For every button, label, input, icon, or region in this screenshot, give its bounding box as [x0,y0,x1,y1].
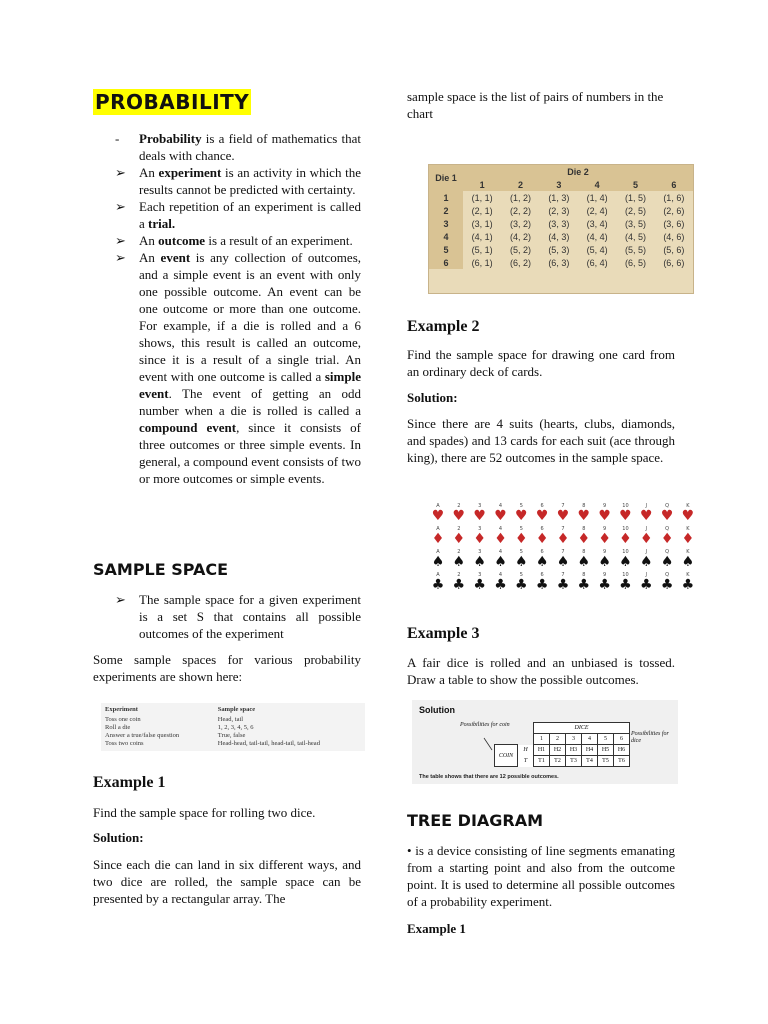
dice-sample-space-table: Die 1 Die 2 1 2 3 4 5 6 1 (1, 1) (1, 2) (1, 3) (1, 4) (1, 5) (1, 6) 2 (2, 1) (2, 2) (2, 3) (2, 4) (2, 5) (2, 6) 3 (3, 1) (3, 2) (3, 3) (3, 4) (3, 5) (3, 6) 4 (4, 1) (4, 2) (4, 3) (4, 4) (4, 5) (4, 6) 5 (5, 1) (5, 2) (5, 3) (5, 4) (5, 5) (5, 6) 6 (6, 1) (6, 2) (6, 3) (6, 4) (6, 5) (6, 6) [428,164,694,294]
example1-continued-text: sample space is the list of pairs of numbers in the chart [407,89,664,121]
card: J ♥ [636,503,656,526]
table-row: Toss two coins Head-head, tail-tail, head-tail, tail-head [105,740,320,747]
card: 5 ♦ [511,526,531,549]
card: Q ♣ [657,572,677,595]
suit-icon: ♥ [452,508,466,524]
sample-space-bullet [93,591,361,642]
suit-icon: ♥ [431,508,445,524]
coin-dice-solution-image [412,700,678,784]
card: Q ♠ [657,549,677,572]
card-row [428,526,698,549]
suit-icon: ♣ [640,577,653,593]
example1-solution-label: Solution: [93,830,144,845]
dash-marker: - [115,131,120,146]
suit-icon: ♦ [598,531,611,547]
list-item: ➢ An experiment is an activity in which the results cannot be predicted with certainty. [115,165,361,197]
suit-icon: ♠ [577,554,591,570]
suit-icon: ♥ [494,508,507,524]
card: 6 ♦ [532,526,552,549]
card-row [428,503,698,526]
suit-icon: ♣ [556,577,570,593]
list-item-event: ➢ An event is any collection of outcomes, and a simple event is an event with only one possible outcome. An event can be one outcome or more than one outcome. For example, if a die is rolled and a 6 shows, this result is called an outcome, since it is a result of a single trial. An event with one outcome is called a simple event. The event of getting an odd number when a die is rolled is called a compound event, since it consists of three outcomes or three simple events. In general, a compound event consists of two or more outcomes or simple events. [115,250,361,486]
card: 8 ♥ [574,503,594,526]
example3-question: A fair dice is rolled and an unbiased is tossed. Draw a table to show the possible outcomes. [407,655,675,687]
example2-question: Find the sample space for drawing one card from an ordinary deck of cards. [407,347,675,379]
card: 6 ♠ [532,549,552,572]
example2-heading: Example 2 [407,318,480,335]
suit-icon: ♥ [515,508,528,524]
suit-icon: ♠ [619,554,632,570]
list-item: - Probability is a field of mathematics that deals with chance. [115,131,361,163]
card: 7 ♦ [553,526,573,549]
card: 4 ♣ [490,572,510,595]
card: A ♥ [428,503,448,526]
suit-icon: ♣ [660,577,674,593]
card: 4 ♥ [490,503,510,526]
suit-icon: ♣ [452,577,466,593]
suit-icon: ♥ [598,508,611,524]
card: 5 ♥ [511,503,531,526]
table-row: Toss one coin Head, tail [105,716,244,723]
arrow-bullet-icon: ➢ [115,165,126,180]
card: 4 ♦ [490,526,510,549]
possibilities-dice-label: Possibilities for dice [631,731,669,744]
arrow-bullet-icon: ➢ [115,592,126,607]
card: 9 ♣ [595,572,615,595]
suit-icon: ♥ [535,508,549,524]
example2-solution-text: Since there are 4 suits (hearts, clubs, diamonds, and spades) and 13 cards for each suit (ace through king), there are 52 outcomes in the sample space. [407,416,675,465]
example1-solution-text: Since each die can land in six different ways, and two dice are rolled, the sample space can be presented by a rectangular array. The [93,857,361,906]
suit-icon: ♠ [494,554,507,570]
suit-icon: ♦ [660,531,674,547]
suit-icon: ♠ [535,554,549,570]
card: 2 ♥ [449,503,469,526]
card: 6 ♥ [532,503,552,526]
suit-icon: ♣ [535,577,549,593]
card: K ♣ [678,572,698,595]
suit-icon: ♣ [473,577,486,593]
suit-icon: ♥ [640,508,653,524]
table-row: 2 (2, 1) (2, 2) (2, 3) (2, 4) (2, 5) (2, 6) [429,204,693,217]
card: 10 ♥ [615,503,635,526]
suit-icon: ♦ [556,531,570,547]
example3-heading: Example 3 [407,625,480,642]
suit-icon: ♥ [556,508,570,524]
suit-icon: ♦ [494,531,507,547]
suit-icon: ♦ [473,531,486,547]
card: 9 ♦ [595,526,615,549]
suit-icon: ♠ [431,554,445,570]
tree-diagram-text: • is a device consisting of line segments emanating from a starting point and also from the outcome point. It is used to determine all possible outcomes of a probability experiment. [407,843,675,909]
card: K ♦ [678,526,698,549]
card: 9 ♥ [595,503,615,526]
suit-icon: ♦ [577,531,591,547]
table-row: T T1 T2 T3 T4 T5 T6 [495,756,630,767]
card: A ♠ [428,549,448,572]
card: 8 ♦ [574,526,594,549]
card: 8 ♣ [574,572,594,595]
tree-example-heading: Example 1 [407,921,466,936]
suit-icon: ♣ [681,577,695,593]
suit-icon: ♦ [431,531,445,547]
table-row: 4 (4, 1) (4, 2) (4, 3) (4, 4) (4, 5) (4, 6) [429,230,693,243]
example2-solution-label: Solution: [407,390,458,405]
card: 3 ♣ [470,572,490,595]
card: 10 ♣ [615,572,635,595]
coin-dice-table: DICE 1 2 3 4 5 6 COIN H H1 H2 H3 H4 H5 H6 T T1 T2 T3 T4 T5 T6 [494,722,630,767]
sample-space-section [93,560,361,579]
card: 7 ♥ [553,503,573,526]
solution-label: Solution [419,705,455,715]
card: 7 ♣ [553,572,573,595]
card: 2 ♠ [449,549,469,572]
arrow-bullet-icon: ➢ [115,233,126,248]
suit-icon: ♠ [660,554,674,570]
table-header: Sample space [214,706,365,715]
suit-icon: ♦ [452,531,466,547]
card: 6 ♣ [532,572,552,595]
solution-caption: The table shows that there are 12 possible outcomes. [419,774,559,780]
card: 3 ♥ [470,503,490,526]
card: 10 ♦ [615,526,635,549]
card: J ♠ [636,549,656,572]
card: J ♦ [636,526,656,549]
card-row [428,549,698,572]
suit-icon: ♥ [681,508,695,524]
suit-icon: ♦ [640,531,653,547]
suit-icon: ♠ [452,554,466,570]
card: 2 ♦ [449,526,469,549]
suit-icon: ♣ [577,577,591,593]
table-row: 3 (3, 1) (3, 2) (3, 3) (3, 4) (3, 5) (3, 6) [429,217,693,230]
table-header: Experiment [101,706,214,715]
card-deck-grid [428,503,698,595]
suit-icon: ♠ [598,554,611,570]
card: 9 ♠ [595,549,615,572]
table-row: 5 (5, 1) (5, 2) (5, 3) (5, 4) (5, 5) (5, 6) [429,243,693,256]
list-item: ➢ An outcome is a result of an experiment. [115,233,353,248]
suit-icon: ♦ [681,531,695,547]
possibilities-coin-label: Possibilities for coin [460,722,510,728]
table-row: COIN H H1 H2 H3 H4 H5 H6 [495,745,630,756]
card: 5 ♠ [511,549,531,572]
suit-icon: ♦ [535,531,549,547]
suit-icon: ♥ [473,508,486,524]
suit-icon: ♠ [556,554,570,570]
suit-icon: ♦ [619,531,632,547]
card: 10 ♠ [615,549,635,572]
tree-diagram-heading: TREE DIAGRAM [407,811,544,830]
example1-heading: Example 1 [93,774,166,791]
card: 2 ♣ [449,572,469,595]
list-item: ➢ Each repetition of an experiment is called a trial. [115,199,361,231]
suit-icon: ♣ [598,577,611,593]
sample-space-paragraph: Some sample spaces for various probability experiments are shown here: [93,652,361,684]
sample-space-table [101,703,365,751]
suit-icon: ♥ [660,508,674,524]
suit-icon: ♠ [681,554,695,570]
card: 4 ♠ [490,549,510,572]
suit-icon: ♥ [619,508,632,524]
card: Q ♦ [657,526,677,549]
card: 5 ♣ [511,572,531,595]
table-row: Answer a true/false question True, false [105,732,246,739]
card: 8 ♠ [574,549,594,572]
card: J ♣ [636,572,656,595]
card: 3 ♦ [470,526,490,549]
table-row: 1 (1, 1) (1, 2) (1, 3) (1, 4) (1, 5) (1, 6) [429,191,693,204]
card: A ♦ [428,526,448,549]
example1-question: Find the sample space for rolling two dice. [93,805,316,820]
card-row [428,572,698,595]
arrow-bullet-icon: ➢ [115,250,126,265]
sample-space-heading: SAMPLE SPACE [93,560,229,579]
card: 7 ♠ [553,549,573,572]
suit-icon: ♣ [494,577,507,593]
page-title: PROBABILITY [95,90,250,114]
suit-icon: ♥ [577,508,591,524]
table-row: Roll a die 1, 2, 3, 4, 5, 6 [105,724,254,731]
card: Q ♥ [657,503,677,526]
card: K ♠ [678,549,698,572]
arrow-bullet-icon: ➢ [115,199,126,214]
suit-icon: ♠ [640,554,653,570]
suit-icon: ♦ [515,531,528,547]
suit-icon: ♣ [515,577,528,593]
die2-label: Die 2 [463,165,693,178]
suit-icon: ♣ [431,577,445,593]
list-item: ➢ The sample space for a given experiment is a set S that contains all possible outcomes of the experiment [115,592,361,641]
table-row: 6 (6, 1) (6, 2) (6, 3) (6, 4) (6, 5) (6, 6) [429,256,693,269]
card: 3 ♠ [470,549,490,572]
suit-icon: ♠ [473,554,486,570]
card: A ♣ [428,572,448,595]
intro-list [93,130,361,487]
die1-label: Die 1 [429,165,463,191]
suit-icon: ♠ [515,554,528,570]
card: K ♥ [678,503,698,526]
suit-icon: ♣ [619,577,632,593]
